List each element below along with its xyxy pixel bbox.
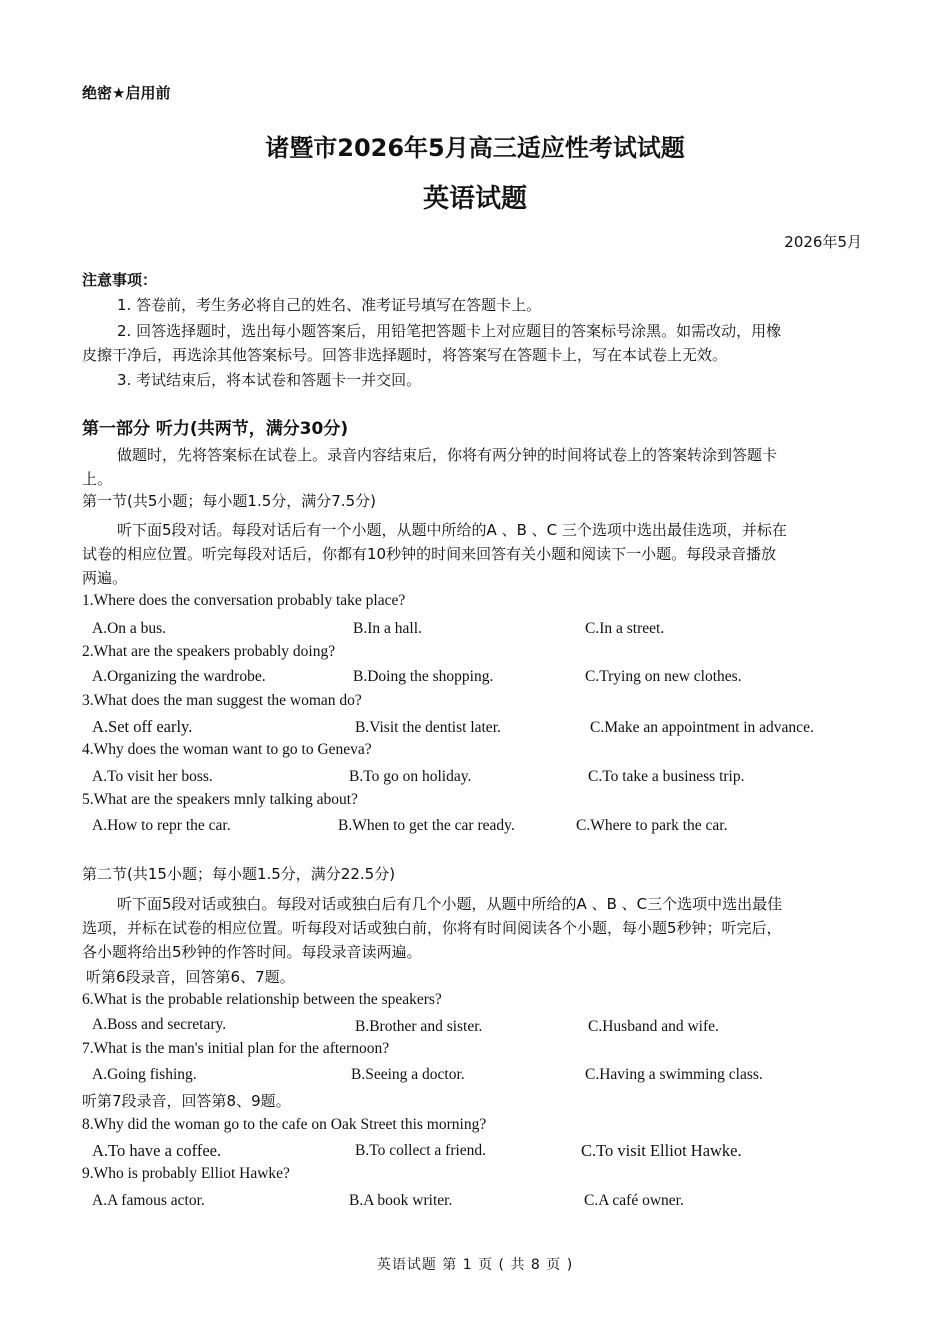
notice-item-3: 3. 考试结束后，将本试卷和答题卡一并交回。	[117, 371, 422, 389]
section1-instruction-line1: 听下面5段对话。每段对话后有一个小题，从题中所给的A 、B 、C 三个选项中选出最佳选项，并标在	[117, 521, 787, 539]
q7-option-a: A.Going fishing.	[92, 1066, 197, 1083]
q9-option-a: A.A famous actor.	[92, 1192, 205, 1209]
q5-option-b: B.When to get the car ready.	[338, 817, 515, 834]
section2-instruction-line1: 听下面5段对话或独白。每段对话或独白后有几个小题，从题中所给的A 、B 、C三个选项中选出最佳	[117, 895, 783, 913]
q6-option-b: B.Brother and sister.	[355, 1018, 483, 1035]
confidential-label: 绝密★启用前	[82, 84, 171, 102]
question-7: 7.What is the man's initial plan for the afternoon?	[82, 1040, 390, 1057]
recording-6-instruction: 听第6段录音，回答第6、7题。	[86, 968, 295, 986]
q6-option-a: A.Boss and secretary.	[92, 1016, 227, 1033]
notice-heading: 注意事项：	[82, 271, 158, 289]
exam-title: 诸暨市2026年5月高三适应性考试试题	[265, 134, 685, 162]
part1-intro-line1: 做题时，先将答案标在试卷上。录音内容结束后，你将有两分钟的时间将试卷上的答案转涂到答题卡	[117, 446, 778, 464]
section2-instruction-line2: 选项，并标在试卷的相应位置。听每段对话或独白前，你将有时间阅读各个小题，每小题5秒钟；听完后，	[82, 919, 782, 937]
part1-intro-line2: 上。	[82, 470, 113, 488]
q1-option-a: A.On a bus.	[92, 620, 167, 637]
q7-option-c: C.Having a swimming class.	[585, 1066, 763, 1083]
q4-option-a: A.To visit her boss.	[92, 768, 213, 785]
q4-option-b: B.To go on holiday.	[349, 768, 472, 785]
question-3: 3.What does the man suggest the woman do?	[82, 692, 362, 709]
part1-heading: 第一部分 听力(共两节，满分30分)	[82, 419, 349, 439]
section2-heading: 第二节(共15小题；每小题1.5分，满分22.5分)	[82, 865, 396, 883]
q1-option-b: B.In a hall.	[353, 620, 422, 637]
q8-option-a: A.To have a coffee.	[92, 1141, 222, 1160]
section2-instruction-line3: 各小题将给出5秒钟的作答时间。每段录音读两遍。	[82, 943, 422, 961]
exam-date: 2026年5月	[784, 233, 862, 251]
section1-instruction-line2: 试卷的相应位置。听完每段对话后，你都有10秒钟的时间来回答有关小题和阅读下一小题。每段录音播放	[82, 545, 777, 563]
section1-instruction-line3: 两遍。	[82, 569, 128, 587]
q2-option-c: C.Trying on new clothes.	[585, 668, 742, 685]
q4-option-c: C.To take a business trip.	[588, 768, 745, 785]
question-4: 4.Why does the woman want to go to Geneva?	[82, 741, 372, 758]
question-1: 1.Where does the conversation probably take place?	[82, 592, 406, 609]
q5-option-a: A.How to repr the car.	[92, 817, 231, 834]
page-footer: 英语试题 第 1 页 ( 共 8 页 )	[376, 1257, 574, 1273]
question-8: 8.Why did the woman go to the cafe on Oak Street this morning?	[82, 1116, 487, 1133]
question-9: 9.Who is probably Elliot Hawke?	[82, 1165, 290, 1182]
q2-option-a: A.Organizing the wardrobe.	[92, 668, 266, 685]
section1-heading: 第一节(共5小题；每小题1.5分，满分7.5分)	[82, 492, 376, 510]
notice-item-1: 1. 答卷前，考生务必将自己的姓名、准考证号填写在答题卡上。	[117, 296, 542, 314]
q8-option-c: C.To visit Elliot Hawke.	[581, 1141, 742, 1160]
q9-option-c: C.A café owner.	[584, 1192, 684, 1209]
q7-option-b: B.Seeing a doctor.	[351, 1066, 465, 1083]
question-5: 5.What are the speakers mnly talking about?	[82, 791, 358, 808]
q1-option-c: C.In a street.	[585, 620, 665, 637]
q3-option-a: A.Set off early.	[92, 717, 193, 736]
q6-option-c: C.Husband and wife.	[588, 1018, 719, 1035]
q5-option-c: C.Where to park the car.	[576, 817, 728, 834]
q3-option-c: C.Make an appointment in advance.	[590, 719, 814, 736]
paper-subtitle: 英语试题	[422, 184, 527, 214]
question-6: 6.What is the probable relationship between the speakers?	[82, 991, 442, 1008]
notice-item-2: 2. 回答选择题时，选出每小题答案后，用铅笔把答题卡上对应题目的答案标号涂黑。如需改动，用橡	[117, 322, 782, 340]
q8-option-b: B.To collect a friend.	[355, 1142, 487, 1159]
question-2: 2.What are the speakers probably doing?	[82, 643, 336, 660]
notice-item-2-cont: 皮擦干净后，再选涂其他答案标号。回答非选择题时，将答案写在答题卡上，写在本试卷上无效。	[82, 346, 728, 364]
recording-7-instruction: 听第7段录音，回答第8、9题。	[82, 1092, 291, 1110]
q2-option-b: B.Doing the shopping.	[353, 668, 494, 685]
q9-option-b: B.A book writer.	[349, 1192, 453, 1209]
q3-option-b: B.Visit the dentist later.	[355, 719, 501, 736]
